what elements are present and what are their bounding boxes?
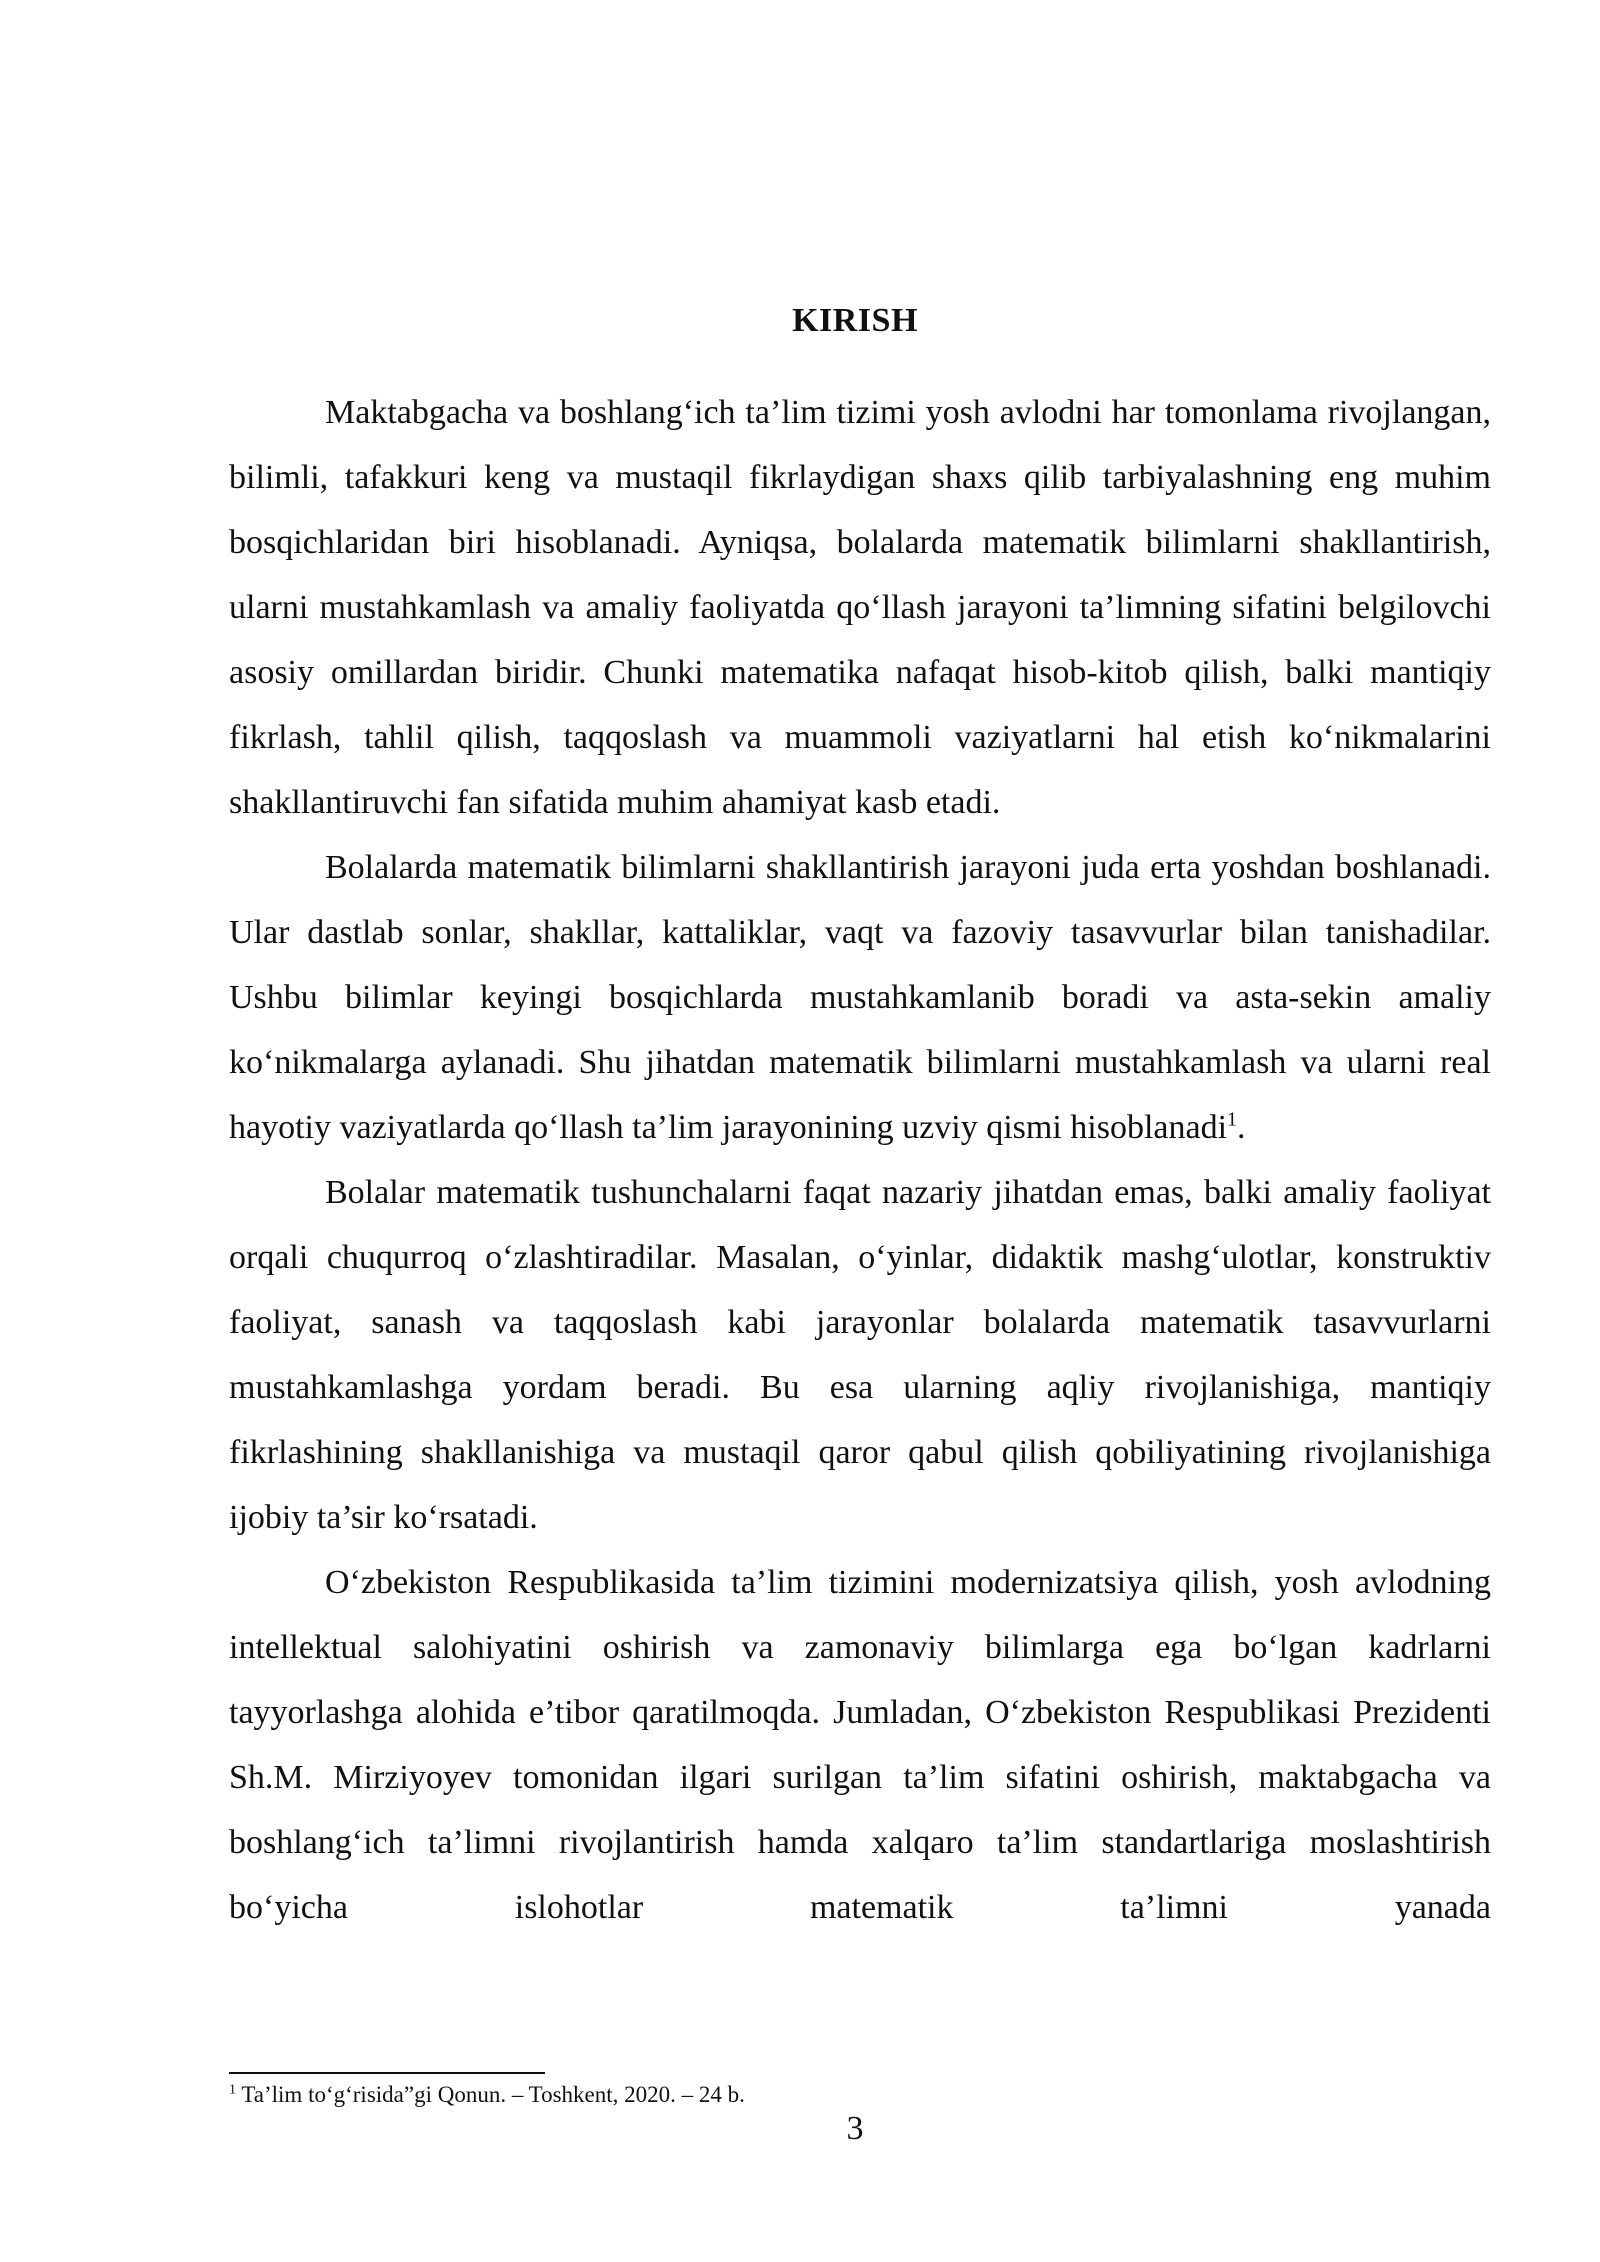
paragraph-4: O‘zbekiston Respublikasida ta’lim tizimini modernizatsiya qilish, yosh avlodning intellektual salohiyatini oshirish va zamonaviy bilimlarga ega bo‘lgan kadrlarni tayyorlashga alohida e’tibor qaratilmoqda. Jumladan, O‘zbekiston Respublikasi Prezidenti Sh.M. Mirziyoyev tomonidan ilgari surilgan ta’lim sifatini oshirish, maktabgacha va boshlang‘ich ta’limni rivojlantirish hamda xalqaro ta’lim standartlariga moslashtirish bo‘yicha islohotlar matematik ta’limni yanada xyxy=(229,1564,1491,1926)
paragraph-1: Maktabgacha va boshlang‘ich ta’lim tizimi yosh avlodni har tomonlama rivojlangan, bilimli, tafakkuri keng va mustaqil fikrlaydigan shaxs qilib tarbiyalashning eng muhim bosqichlaridan biri hisoblanadi. Ayniqsa, bolalarda matematik bilimlarni shakllantirish, ularni mustahkamlash va amaliy faoliyatda qo‘llash jarayoni ta’limning sifatini belgilovchi asosiy omillardan biridir. Chunki matematika nafaqat hisob-kitob qilish, balki mantiqiy fikrlash, tahlil qilish, taqqoslash va muammoli vaziyatlarni hal etish ko‘nikmalarini shakllantiruvchi fan sifatida muhim ahamiyat kasb etadi. xyxy=(229,394,1491,821)
section-heading: KIRISH xyxy=(792,302,918,339)
paragraph-2-text: Bolalarda matematik bilimlarni shakllantirish jarayoni juda erta yoshdan boshlanadi. Ular dastlab sonlar, shakllar, kattaliklar, vaqt va fazoviy tasavvurlar bilan tanishadilar. Ushbu bilimlar keyingi bosqichlarda mustahkamlanib boradi va asta-sekin amaliy ko‘nikmalarga aylanadi. Shu jihatdan matematik bilimlarni mustahkamlash va ularni real hayotiy vaziyatlarda qo‘llash ta’lim jarayonining uzviy qismi hisoblanadi xyxy=(229,849,1491,1146)
paragraph-3: Bolalar matematik tushunchalarni faqat nazariy jihatdan emas, balki amaliy faoliyat orqali chuqurroq o‘zlashtiradilar. Masalan, o‘yinlar, didaktik mashg‘ulotlar, konstruktiv faoliyat, sanash va taqqoslash kabi jarayonlar bolalarda matematik tasavvurlarni mustahkamlashga yordam beradi. Bu esa ularning aqliy rivojlanishiga, mantiqiy fikrlashining shakllanishiga va mustaqil qaror qabul qilish qobiliyatining rivojlanishiga ijobiy ta’sir ko‘rsatadi. xyxy=(229,1174,1491,1536)
footnote-reference[interactable]: 1 xyxy=(1227,1108,1238,1131)
footnote-number: 1 xyxy=(229,2082,236,2098)
page-number: 3 xyxy=(846,2110,864,2147)
footnote-separator xyxy=(229,2072,545,2074)
body-text xyxy=(229,380,1491,1940)
paragraph-2 xyxy=(229,835,1491,1160)
footnote xyxy=(229,2080,745,2110)
paragraph-2-end: . xyxy=(1237,1109,1246,1146)
footnote-text: Ta’lim to‘g‘risida”gi Qonun. – Toshkent, 2020. – 24 b. xyxy=(236,2082,745,2107)
